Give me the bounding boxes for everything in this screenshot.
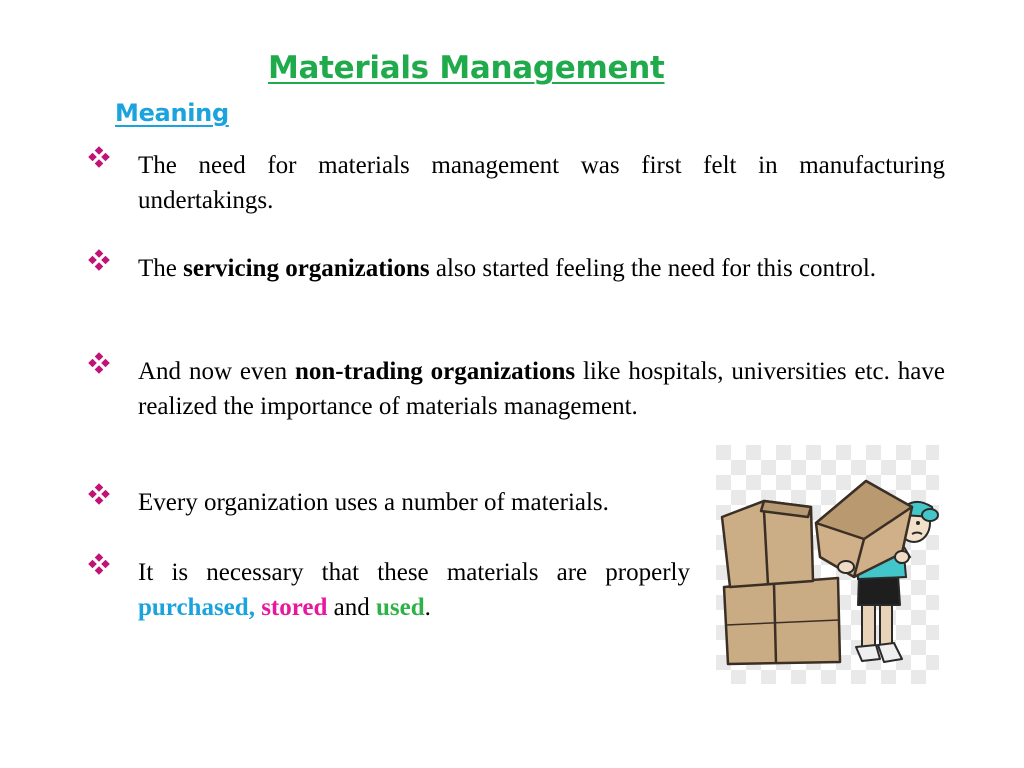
diamond-shape — [95, 553, 104, 562]
bullet-text-post: also started feeling the need for this control. — [429, 255, 877, 282]
diamond-shape — [101, 256, 110, 265]
bullet-text-period: . — [424, 594, 431, 621]
bullet-text — [138, 555, 690, 625]
diamond-shape — [95, 159, 104, 168]
diamond-shape — [101, 153, 110, 162]
diamond-shape — [88, 359, 97, 368]
diamond-shape — [88, 153, 97, 162]
keyword-stored: stored — [261, 594, 328, 621]
diamond-shape — [88, 490, 97, 499]
person-hand-right — [895, 551, 909, 563]
bullet-text — [138, 354, 945, 424]
diamond-shape — [95, 249, 104, 258]
diamond-shape — [88, 560, 97, 569]
diamond-shape — [95, 352, 104, 361]
keyword-comma: , — [248, 594, 255, 621]
diamond-shape — [95, 496, 104, 505]
diamond-shape — [95, 566, 104, 575]
diamond-shape — [101, 560, 110, 569]
keyword-purchased: purchased — [138, 594, 249, 621]
bottom-box — [724, 578, 840, 664]
bullet-text-post: like hospitals, universities etc. have realized the importance of materials management. — [138, 358, 945, 420]
bullet-text-content: Every organization uses a number of materials. — [138, 489, 609, 516]
bullet-emphasis: servicing organizations — [183, 255, 430, 282]
diamond-bullet-icon — [88, 553, 110, 575]
bullet-emphasis: non-trading organizations — [294, 358, 576, 385]
diamond-bullet-icon — [88, 249, 110, 271]
diamond-bullet-icon — [88, 352, 110, 374]
bullet-text-line: It is necessary that these materials are properly — [138, 559, 690, 586]
bullet-text-and: and — [327, 594, 376, 621]
bullet-text — [138, 251, 945, 286]
top-box — [722, 501, 813, 587]
bullet-text-pre: The — [138, 255, 184, 282]
bullet-text — [138, 485, 698, 520]
diamond-shape — [101, 490, 110, 499]
diamond-shape — [101, 359, 110, 368]
diamond-shape — [95, 365, 104, 374]
bullet-text-content: The need for materials management was first felt in manufacturing undertakings. — [138, 152, 945, 214]
slide-title: Materials Management — [268, 50, 665, 86]
diamond-shape — [95, 146, 104, 155]
person-carrying-boxes-icon — [716, 445, 939, 684]
keyword-used: used — [376, 594, 425, 621]
diamond-shape — [95, 483, 104, 492]
diamond-bullet-icon — [88, 483, 110, 505]
diamond-bullet-icon — [88, 146, 110, 168]
bullet-text — [138, 148, 945, 218]
bullet-text-pre: And now even — [138, 358, 295, 385]
diamond-shape — [88, 256, 97, 265]
diamond-shape — [95, 262, 104, 271]
section-heading-meaning: Meaning — [115, 99, 229, 127]
person-hand — [838, 561, 854, 573]
